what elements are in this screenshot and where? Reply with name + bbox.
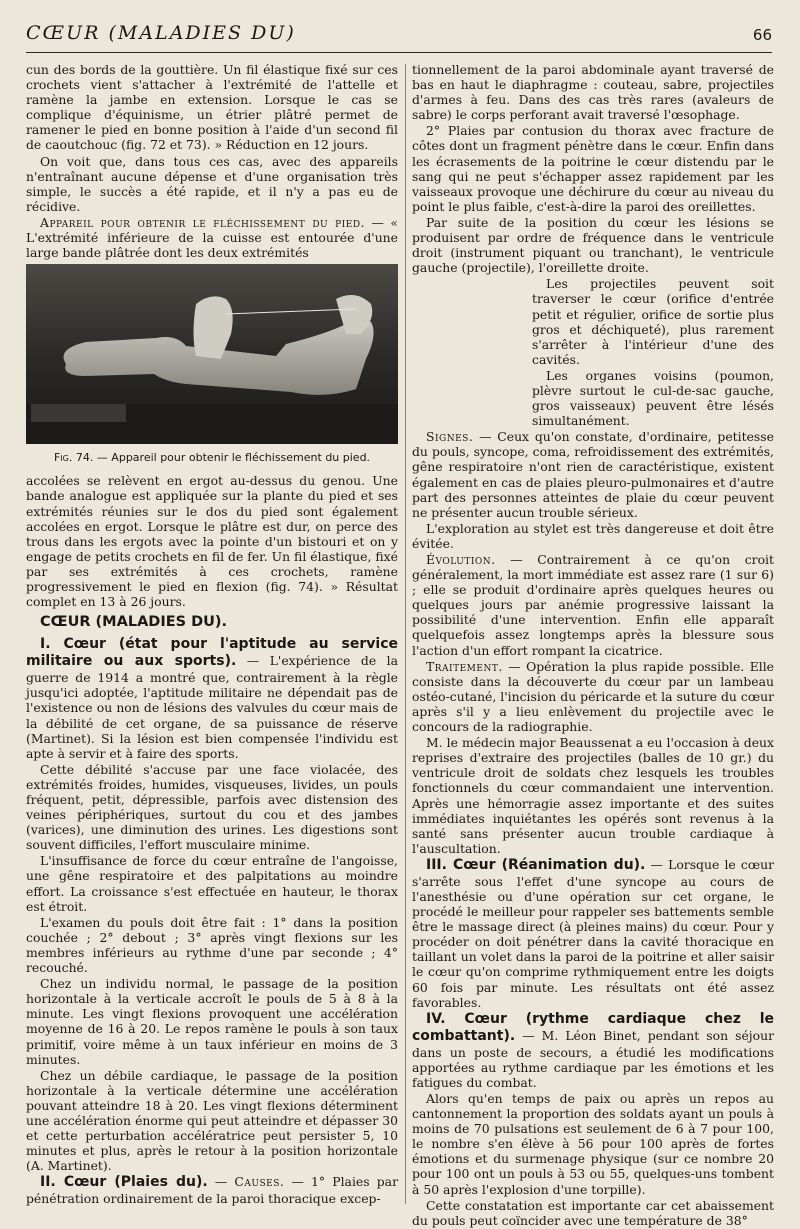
right-column xyxy=(412,62,774,1229)
paragraph: M. le médecin major Beaussenat a eu l'occasion à deux reprises d'extraire des projectiles (balles de 10 gr.) du ventricule droit de soldats chez lesquels les troubles fonctionnels du cœur commandaient une intervention. Après une hémorragie assez importante et des suites immédiates inquiétantes les opérés sont revenus à la santé sans présenter aucun trouble cardiaque à l'auscultation. xyxy=(412,735,774,856)
paragraph-text: — Lorsque le cœur s'arrête sous l'effet d'une syncope au cours de l'anesthésie ou d'une opération sur cet organe, le procédé le meilleur pour rappeler ses battements semble être le massage direct (à pleines mains) du cœur. Pour y procéder on doit pénétrer dans la cavité thoracique en taillant un volet dans la paroi de la poitrine et aller saisir le cœur qu'on comprime rythmiquement entre les doigts 60 fois par minute. Les résultats ont été assez favorables. xyxy=(412,856,774,1010)
run-in-heading: Signes. xyxy=(426,429,474,445)
run-in-heading: Traitement. xyxy=(426,658,503,674)
paragraph-text: — M. Léon Binet, pendant son séjour dans un poste de secours, a étudié les modifications apportées au rythme cardiaque par les émotions et les fatigues du combat. xyxy=(412,1027,774,1090)
run-in-heading: Évolution. xyxy=(426,552,496,567)
paragraph: On voit que, dans tous ces cas, avec des appareils n'entraînant aucune dépense et d'une organisation très simple, le succès a été rapide, et il n'y a pas eu de récidive. xyxy=(26,153,398,214)
paragraph xyxy=(26,1174,398,1206)
paragraph: Les projectiles peuvent soit traverser le cœur (orifice d'entrée petit et régulier, orifice de sortie plus gros et déchiqueté), plus rarement s'arrêter à l'intérieur d'une des cavités. xyxy=(532,276,774,367)
column-divider xyxy=(405,64,406,1204)
paragraph: L'exploration au stylet est très dangereuse et doit être évitée. xyxy=(412,520,774,551)
paragraph-text: — xyxy=(207,1174,235,1190)
paragraph xyxy=(412,659,774,734)
run-in-heading: Appareil pour obtenir le fléchissement du pied. xyxy=(40,214,365,230)
paragraph: Chez un individu normal, le passage de la position horizontale à la verticale accroît le pouls de 5 à 8 à la minute. Les vingt flexions provoquent une accélération moyenne de 16 à 20. Le repos ramène le pouls à son taux primitif, voire même à un taux inférieur en moins de 3 minutes. xyxy=(26,976,398,1067)
paragraph xyxy=(26,636,398,761)
section-heading: III. Cœur (Réanimation du). xyxy=(426,856,646,873)
paragraph: L'examen du pouls doit être fait : 1° dans la position couchée ; 2° debout ; 3° après vingt flexions sur les membres inférieurs au rythme d'une par seconde ; 4° recouché. xyxy=(26,914,398,976)
figure-caption xyxy=(26,450,398,465)
main-heading: CŒUR (MALADIES DU). xyxy=(40,614,228,631)
section-heading: I. Cœur (état pour l'aptitude au service militaire ou aux sports). xyxy=(26,636,398,670)
paragraph: Cette débilité s'accuse par une face violacée, des extrémités froides, humides, visqueuses, livides, un pouls fréquent, petit, dépressible, parfois avec distension des veines périphériques, surtout du cou et des jambes (varices), une diminution des urines. Les digestions sont souvent difficiles, l'effort musculaire minime. xyxy=(26,761,398,853)
left-column xyxy=(26,62,398,1207)
section-heading: IV. Cœur (rythme cardiaque chez le combattant). xyxy=(412,1010,774,1044)
paragraph: cun des bords de la gouttière. Un fil élastique fixé sur ces crochets vient s'attacher à l'extrémité de l'attelle et ramène la jambe en extension. Lorsque le cas se complique d'équinisme, un étrier plâtré permet de ramener le pied en bonne position à l'aide d'un second fil de caoutchouc (fig. 72 et 73). » Réduction en 12 jours. xyxy=(26,62,398,153)
running-head xyxy=(26,18,772,53)
paragraph: Chez un débile cardiaque, le passage de la position horizontale à la verticale détermine une accélération pouvant atteindre 18 à 20. Les vingt flexions déterminent une accélération énorme qui peut atteindre et dépasser 30 et cette perturbation accélératrice peut persister 5, 10 minutes et plus, après le retour à la position horizontale (A. Martinet). xyxy=(26,1067,398,1174)
page-title: CŒUR (MALADIES DU) xyxy=(26,22,296,44)
paragraph: L'insuffisance de force du cœur entraîne de l'angoisse, une gêne respiratoire et des palpitations au moindre effort. La croissance s'est effectuée en hauteur, le thorax est étroit. xyxy=(26,853,398,914)
paragraph: accolées se relèvent en ergot au-dessus du genou. Une bande analogue est appliquée sur la plante du pied et ses extrémités réunies sur le dos du pied sont également accolées en ergot. Lorsque le plâtre est dur, on perce des trous dans les ergots avec la pointe d'un bistouri et on y engage de petits crochets en fil de fer. Un fil élastique, fixé par ses extrémités à ces crochets, ramène progressivement le pied en flexion (fig. 74). » Résultat complet en 13 à 26 jours. xyxy=(26,473,398,610)
paragraph: tionnellement de la paroi abdominale ayant traversé de bas en haut le diaphragme : couteau, sabre, projectiles d'armes à feu. Dans des cas très rares (avaleurs de sabre) le corps perforant avait traversé l'œsophage. xyxy=(412,62,774,123)
figure-number: Fig. 74. xyxy=(53,451,94,465)
figure-photo xyxy=(26,264,398,444)
cast-apparatus-photo xyxy=(26,264,398,444)
figure-caption-text: — Appareil pour obtenir le fléchissement du pied. xyxy=(93,451,371,465)
paragraph xyxy=(412,857,774,1010)
paragraph-text: — Opération la plus rapide possible. Elle consiste dans la découverte du cœur par un lambeau ostéo-cutané, l'incision du péricarde et la suture du cœur après s'il y a lieu enlèvement du projectile avec le concours de la radiographie. xyxy=(412,658,774,735)
paragraph xyxy=(412,1011,774,1090)
paragraph-text: — 1° Plaies par pénétration ordinairement de la paroi thoracique excep- xyxy=(26,1174,398,1207)
indented-block xyxy=(412,276,774,428)
paragraph-text: — « L'extrémité inférieure de la cuisse est entourée d'une large bande plâtrée dont les deux extrémités xyxy=(26,214,398,261)
paragraph: Par suite de la position du cœur les lésions se produisent par ordre de fréquence dans le ventricule droit (instrument piquant ou tranchant), le ventricule gauche (projectile), l'oreillette droite. xyxy=(412,214,774,276)
paragraph: Cette constatation est importante car cet abaissement du pouls peut coïncider avec une température de 38° xyxy=(412,1197,774,1228)
paragraph: Les organes voisins (poumon, plèvre surtout le cul-de-sac gauche, gros vaisseaux) peuvent être lésés simultanément. xyxy=(532,367,774,429)
run-in-heading: Causes. xyxy=(234,1174,285,1190)
paragraph xyxy=(412,429,774,520)
page-number: 66 xyxy=(752,26,772,44)
paragraph xyxy=(26,215,398,260)
paragraph-text: — L'expérience de la guerre de 1914 a montré que, contrairement à la règle jusqu'ici adoptée, l'aptitude militaire ne dépendait pas de l'existence ou non de lésions des valvules du cœur mais de la débilité de cet organe, de sa puissance de réserve (Martinet). Si la lésion est bien compensée l'individu est apte à servir et à faire des sports. xyxy=(26,653,399,761)
section-heading: II. Cœur (Plaies du). xyxy=(40,1174,208,1191)
paragraph xyxy=(412,552,774,658)
paragraph: Alors qu'en temps de paix ou après un repos au cantonnement la proportion des soldats ayant un pouls à moins de 70 pulsations est seulement de 6 à 7 pour 100, le nombre s'en élève à 56 pour 100 après de fortes émotions et du surmenage physique (sur ce nombre 20 pour 100 ont un pouls à 53 ou 55, quelques-uns tombent à 50 après l'explosion d'une torpille). xyxy=(412,1091,774,1197)
paragraph-text: — Ceux qu'on constate, d'ordinaire, petitesse du pouls, syncope, coma, refroidissement des extrémités, gêne respiratoire n'ont rien de caractéristique, existent également en cas de plaies pleuro-pulmonaires et d'autre part des personnes atteintes de plaie du cœur peuvent ne présenter aucun trouble sérieux. xyxy=(412,429,774,520)
paragraph: 2° Plaies par contusion du thorax avec fracture de côtes dont un fragment pénètre dans le cœur. Enfin dans les écrasements de la poitrine le cœur distendu par le sang qui ne peut s'échapper assez rapidement par les vaisseaux provoque une déchirure du cœur au niveau du point le plus faible, c'est-à-dire la paroi des oreillettes. xyxy=(412,123,774,214)
paragraph-text: — Contrairement à ce qu'on croit généralement, la mort immédiate est assez rare (1 sur 6) ; elle se produit d'ordinaire après quelques heures ou quelques jours par anémie progressive laissant la possibilité d'une intervention. Enfin elle apparaît quelquefois assez longtemps après la blessure sous l'action d'un effort rompant la cicatrice. xyxy=(412,552,774,658)
